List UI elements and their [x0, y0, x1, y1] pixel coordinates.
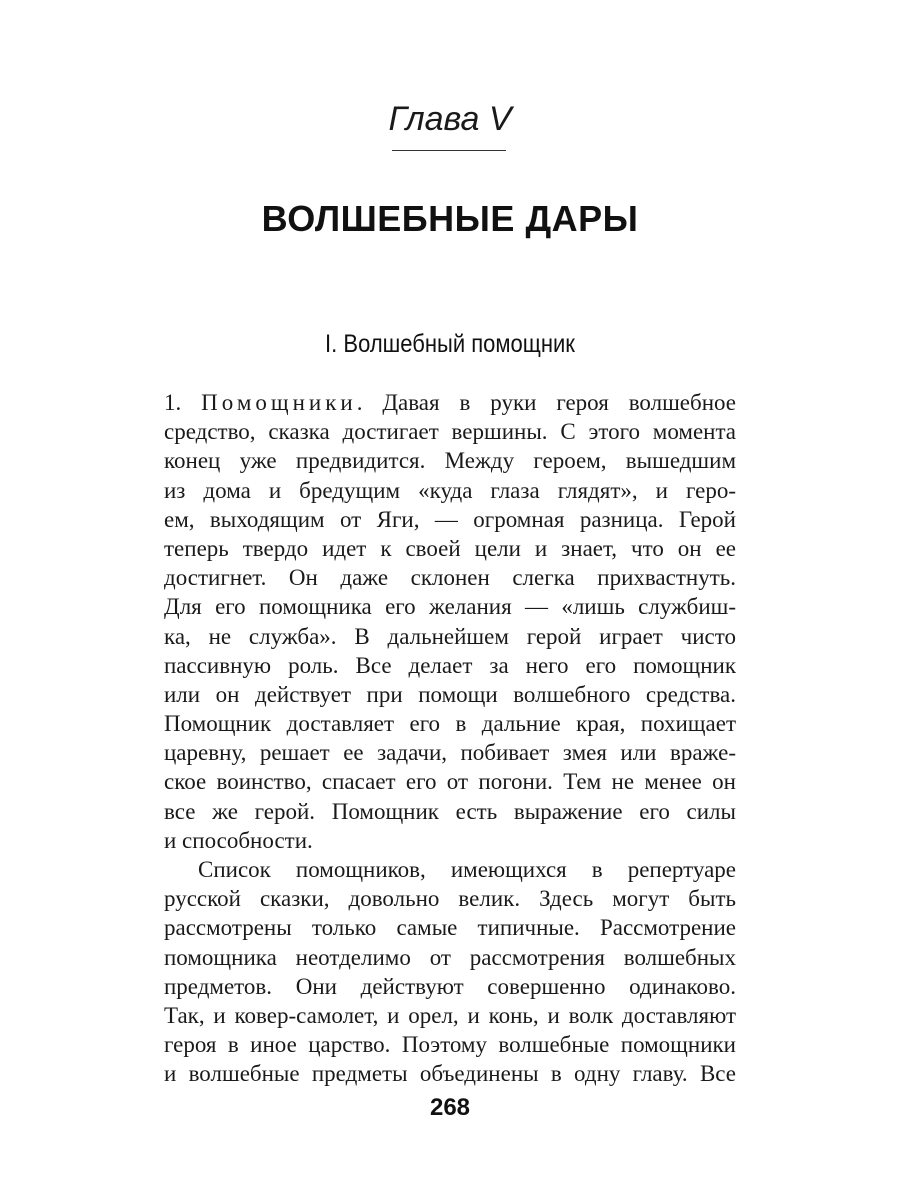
paragraph-1-line: Помощник доставляет его в дальние края, похищает	[164, 711, 736, 737]
paragraph-1-line: царевну, решает ее задачи, побивает змея или враже-	[164, 740, 736, 766]
paragraph-1-line: или он действует при помощи волшебного средства.	[164, 681, 736, 707]
paragraph-2-line: героя в иное царство. Поэтому волшебные помощники	[164, 1032, 736, 1058]
paragraph-1-line: ем, выходящим от Яги, — огромная разница. Герой	[164, 506, 736, 532]
section-title: I. Волшебный помощник	[325, 330, 575, 358]
paragraph-keyword: Помощники	[201, 390, 357, 415]
paragraph-1-line: ское воинство, спасает его от погони. Тем не менее он	[164, 769, 736, 795]
paragraph-2-line: рассмотрены только самые типичные. Рассмотрение	[164, 915, 736, 941]
paragraph-1	[164, 388, 736, 855]
paragraph-1-line: и способности.	[164, 827, 313, 853]
paragraph-1-line: ка, не служба». В дальнейшем герой играет чисто	[164, 623, 736, 649]
paragraph-1-line: все же герой. Помощник есть выражение его силы	[164, 798, 736, 824]
chapter-underline	[392, 150, 506, 151]
paragraph-1-line: 1. Помощники. Давая в руки героя волшебное	[164, 390, 737, 415]
paragraph-2-line: Список помощников, имеющихся в репертуаре	[198, 857, 736, 882]
chapter-label: Глава V	[388, 100, 512, 138]
paragraph-2-line: Так, и ковер-самолет, и орел, и конь, и волк доставляют	[164, 1002, 736, 1028]
paragraph-number: 1.	[164, 390, 182, 415]
paragraph-2-line: и волшебные предметы объединены в одну главу. Все	[164, 1061, 736, 1087]
paragraph-1-line: средство, сказка достигает вершины. С этого момента	[164, 419, 736, 445]
paragraph-1-line: из дома и бредущим «куда глаза глядят», и геро-	[164, 477, 736, 503]
paragraph-2-line: помощника неотделимо от рассмотрения волшебных	[164, 944, 736, 970]
paragraph-1-line: пассивную роль. Все делает за него его помощник	[164, 652, 736, 678]
paragraph-1-line: теперь твердо идет к своей цели и знает, что он ее	[164, 535, 736, 561]
paragraph-2-line: русской сказки, довольно велик. Здесь могут быть	[164, 886, 736, 912]
page-number: 268	[429, 1094, 471, 1121]
paragraph-2	[164, 855, 736, 1089]
chapter-title: ВОЛШЕБНЫЕ ДАРЫ	[261, 198, 639, 239]
paragraph-1-line: достигнет. Он даже склонен слегка прихвастнуть.	[164, 565, 736, 591]
paragraph-2-line: предметов. Они действуют совершенно одинаково.	[164, 973, 736, 999]
body-text	[164, 388, 736, 1089]
paragraph-1-line: Для его помощника его желания — «лишь службиш-	[164, 594, 736, 620]
paragraph-1-line: конец уже предвидится. Между героем, вышедшим	[164, 448, 736, 474]
